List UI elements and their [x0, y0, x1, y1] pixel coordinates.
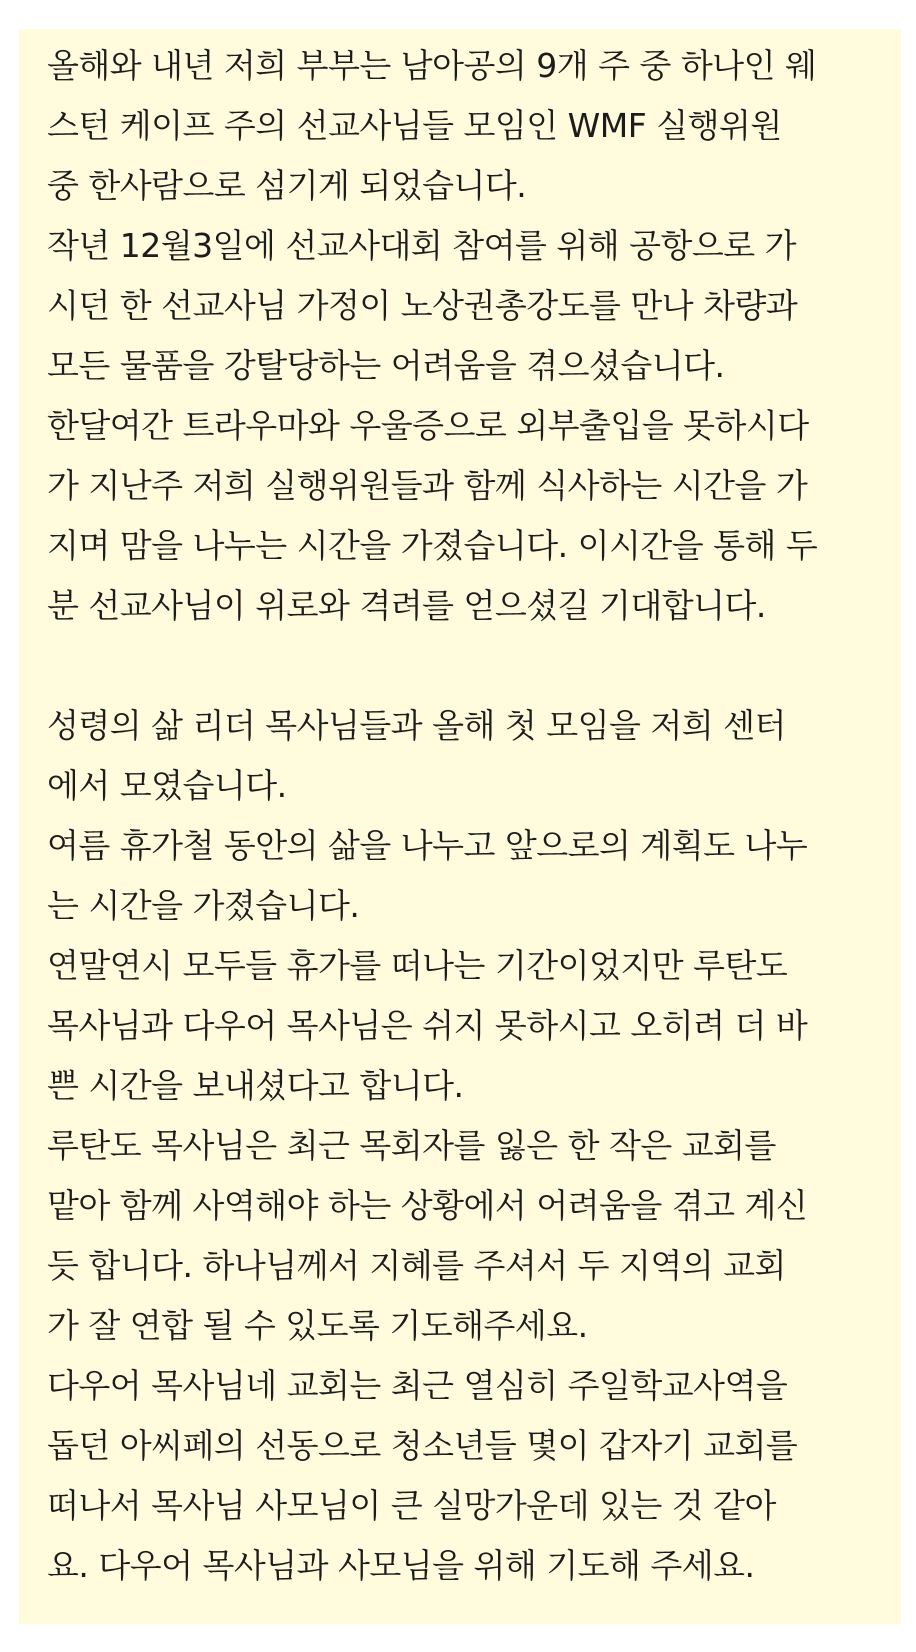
text-line: 연말연시 모두들 휴가를 떠나는 기간이었지만 루탄도: [47, 946, 788, 985]
text-line: 돕던 아씨페의 선동으로 청소년들 몇이 갑자기 교회를: [47, 1426, 798, 1465]
text-line: 목사님과 다우어 목사님은 쉬지 못하시고 오히려 더 바: [47, 1006, 808, 1045]
text-line: 요. 다우어 목사님과 사모님을 위해 기도해 주세요.: [47, 1546, 755, 1585]
text-line: 쁜 시간을 보내셨다고 합니다.: [47, 1066, 464, 1105]
text-line: 가 지난주 저희 실행위원들과 함께 식사하는 시간을 가: [47, 466, 808, 505]
paragraph-spirit-life-leaders: [47, 696, 879, 1596]
text-line: 분 선교사님이 위로와 격려를 얻으셨길 기대합니다.: [47, 586, 766, 625]
paragraph-wmf: [47, 36, 879, 636]
text-line: 올해와 내년 저희 부부는 남아공의 9개 주 중 하나인 웨: [47, 46, 817, 85]
text-line: 루탄도 목사님은 최근 목회자를 잃은 한 작은 교회를: [47, 1126, 776, 1165]
text-line: 중 한사람으로 섬기게 되었습니다.: [47, 166, 527, 205]
text-line: 듯 합니다. 하나님께서 지혜를 주셔서 두 지역의 교회: [47, 1246, 786, 1285]
note-card: [19, 29, 901, 1624]
text-line: 다우어 목사님네 교회는 최근 열심히 주일학교사역을: [47, 1366, 788, 1405]
text-line: 한달여간 트라우마와 우울증으로 외부출입을 못하시다: [47, 406, 809, 445]
text-line: 작년 12월3일에 선교사대회 참여를 위해 공항으로 가: [47, 226, 796, 265]
text-line: 지며 맘을 나누는 시간을 가졌습니다. 이시간을 통해 두: [47, 526, 818, 565]
text-line: 가 잘 연합 될 수 있도록 기도해주세요.: [47, 1306, 588, 1345]
text-line: 떠나서 목사님 사모님이 큰 실망가운데 있는 것 같아: [47, 1486, 776, 1525]
paragraph-spacer: [47, 636, 879, 696]
text-line: 스턴 케이프 주의 선교사님들 모임인 WMF 실행위원: [47, 106, 782, 145]
text-line: 에서 모였습니다.: [47, 766, 287, 805]
text-line: 는 시간을 가졌습니다.: [47, 886, 360, 925]
text-line: 여름 휴가철 동안의 삶을 나누고 앞으로의 계획도 나누: [47, 826, 808, 865]
text-line: 성령의 삶 리더 목사님들과 올해 첫 모임을 저희 센터: [47, 706, 786, 745]
text-line: 맡아 함께 사역해야 하는 상황에서 어려움을 겪고 계신: [47, 1186, 808, 1225]
text-line: 모든 물품을 강탈당하는 어려움을 겪으셨습니다.: [47, 346, 725, 385]
text-line: 시던 한 선교사님 가정이 노상권총강도를 만나 차량과: [47, 286, 798, 325]
